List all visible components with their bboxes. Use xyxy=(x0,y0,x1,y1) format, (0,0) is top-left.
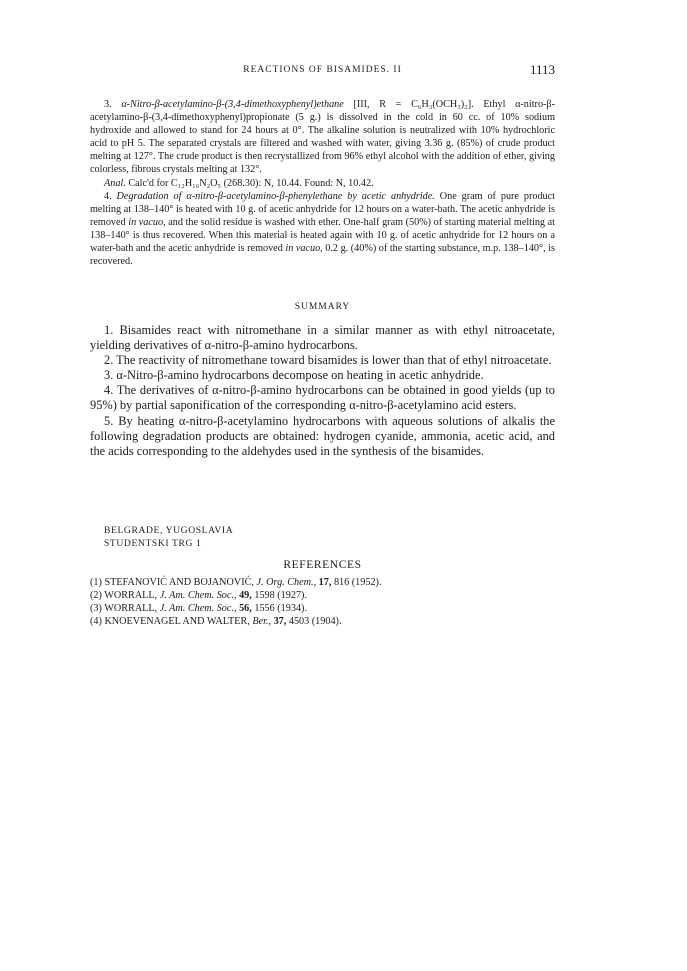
references-list xyxy=(90,576,555,628)
summary-item: 4. The derivatives of α-nitro-β-amino hydrocarbons can be obtained in good yields (up to 95%) by partial saponification of the corresponding α-nitro-β-acetylamino acid esters. xyxy=(90,383,555,413)
page-header xyxy=(90,62,555,82)
summary-heading: SUMMARY xyxy=(294,302,351,312)
compound-title: α-Nitro-β-acetylamino-β-(3,4-dimethoxyphenyl)ethane xyxy=(121,99,344,110)
degradation-title: Degradation of α-nitro-β-acetylamino-β-phenylethane by acetic anhydride. xyxy=(116,190,435,202)
summary-item: 5. By heating α-nitro-β-acetylamino hydrocarbons with aqueous solutions of alkalis the following degradation products are obtained: hydrogen cyanide, ammonia, acetic acid, and the acids corresponding to the aldehydes used in the synthesis of the bisamides. xyxy=(90,413,555,458)
summary-item: 1. Bisamides react with nitromethane in a similar manner as with ethyl nitroacetate, yielding derivatives of α-nitro-β-amino hydrocarbons. xyxy=(90,323,555,353)
affiliation-street: STUDENTSKI TRG 1 xyxy=(104,538,202,549)
running-head: REACTIONS OF BISAMIDES. II xyxy=(243,65,402,75)
experimental-section xyxy=(90,98,555,268)
summary-section xyxy=(90,323,555,459)
reference-item: (1) STEFANOVIĆ AND BOJANOVIĆ, J. Org. Chem., 17, 816 (1952). xyxy=(90,577,382,588)
page-number: 1113 xyxy=(529,62,555,77)
references-heading: REFERENCES xyxy=(283,559,362,571)
experiment-item-4: 4. Degradation of α-nitro-β-acetylamino-β-phenylethane by acetic anhydride. One gram of pure product melting at 138–140° is heated with 10 g. of acetic anhydride for 12 hours on a water-bath. The acetic anhydride is removed in vacuo, and the solid residue is washed with ether. One-half gram (50%) of starting material melting at 138–140° is thus recovered. When this material is heated again with 10 g. of acetic anhydride for 12 hours on a water-bath and the acetic anhydride is removed in vacuo, 0.2 g. (40%) of the starting substance, m.p. 138–140°, is recovered. xyxy=(90,190,555,268)
summary-item: 2. The reactivity of nitromethane toward bisamides is lower than that of ethyl nitroacetate. xyxy=(104,353,552,368)
reference-item: (2) WORRALL, J. Am. Chem. Soc., 49, 1598 (1927). xyxy=(90,590,307,601)
analysis-line: Anal. Calc'd for C₁₂H₁₆N₂O₅ (268.30): N, 10.44. Found: N, 10.42. xyxy=(104,177,374,189)
reference-item: (4) KNOEVENAGEL AND WALTER, Ber., 37, 4503 (1904). xyxy=(90,616,342,627)
summary-item: 3. α-Nitro-β-amino hydrocarbons decompose on heating in acetic anhydride. xyxy=(104,368,484,383)
author-affiliation xyxy=(104,524,233,550)
affiliation-city: BELGRADE, YUGOSLAVIA xyxy=(104,525,234,536)
experiment-item-3: 3. α-Nitro-β-acetylamino-β-(3,4-dimethoxyphenyl)ethane [III, R = C₆H₃(OCH₃)₂]. Ethyl α-nitro-β-acetylamino-β-(3,4-dimethoxyphenyl)propionate (5 g.) is dissolved in the cold in 60 cc. of 10% sodium hydroxide and allowed to stand for 24 hours at 0°. The alkaline solution is neutralized with 10% hydrochloric acid to pH 5. The separated crystals are filtered and washed with water, giving 3.36 g. (85%) of crude product melting at 127°. The crude product is then recrystallized from 96% ethyl alcohol with the addition of ether, giving colorless, fibrous crystals melting at 132°. xyxy=(90,99,556,176)
reference-item: (3) WORRALL, J. Am. Chem. Soc., 56, 1556 (1934). xyxy=(90,603,307,614)
